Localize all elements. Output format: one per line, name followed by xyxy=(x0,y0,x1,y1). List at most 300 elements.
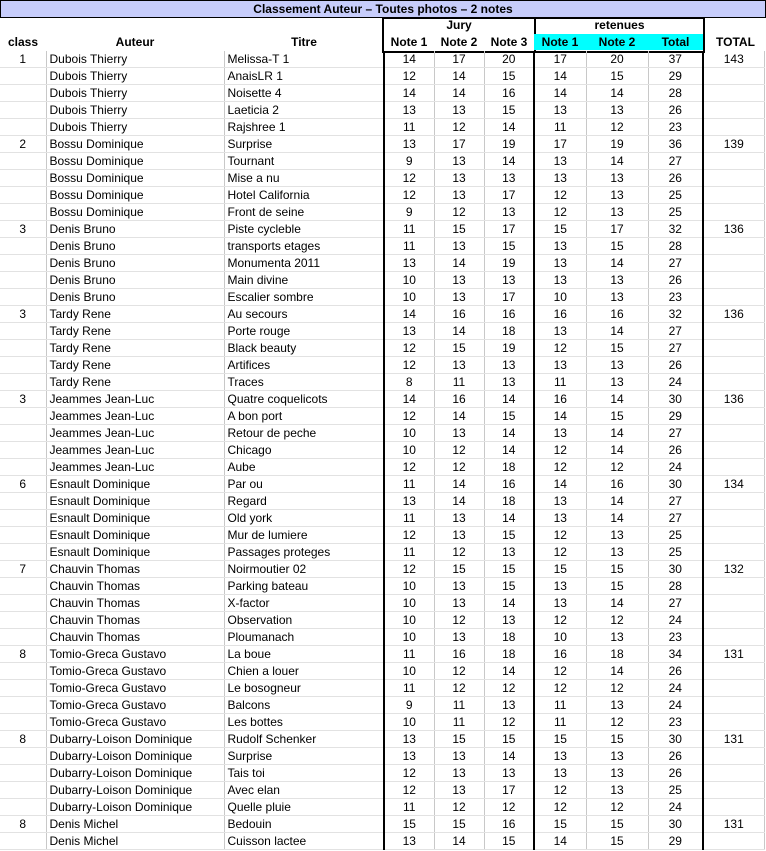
titre-cell: Hotel California xyxy=(224,187,384,204)
auteur-cell: Denis Bruno xyxy=(46,289,224,306)
table-row xyxy=(0,272,764,289)
class-cell: 6 xyxy=(0,476,46,493)
ret-note-2-cell: 13 xyxy=(586,102,648,119)
ret-note-2-cell: 13 xyxy=(586,289,648,306)
titre-cell: Retour de peche xyxy=(224,425,384,442)
ret-total-cell: 24 xyxy=(648,374,703,391)
ret-note-2-cell: 12 xyxy=(586,680,648,697)
titre-cell: Rudolf Schenker xyxy=(224,731,384,748)
auteur-cell: Denis Bruno xyxy=(46,272,224,289)
class-cell xyxy=(0,119,46,136)
jury-note-1-cell: 11 xyxy=(384,680,434,697)
ret-total-cell: 30 xyxy=(648,391,703,408)
ranking-table xyxy=(0,51,765,850)
jury-note-3-cell: 20 xyxy=(484,51,534,68)
jury-note-2-cell: 14 xyxy=(434,323,484,340)
ret-total-cell: 23 xyxy=(648,119,703,136)
table-row xyxy=(0,221,764,238)
class-cell xyxy=(0,323,46,340)
jury-note-1-cell: 10 xyxy=(384,595,434,612)
ret-note-1-cell: 16 xyxy=(534,391,586,408)
table-row xyxy=(0,153,764,170)
table-row xyxy=(0,629,764,646)
ret-note-1-cell: 12 xyxy=(534,340,586,357)
jury-note-1-cell: 10 xyxy=(384,289,434,306)
jury-note-1-cell: 14 xyxy=(384,391,434,408)
jury-note-1-cell: 13 xyxy=(384,102,434,119)
ret-note-2-cell: 13 xyxy=(586,272,648,289)
jury-note-2-cell: 12 xyxy=(434,544,484,561)
jury-note-3-cell: 15 xyxy=(484,731,534,748)
ret-total-cell: 27 xyxy=(648,425,703,442)
ret-note-1-cell: 16 xyxy=(534,646,586,663)
auteur-cell: Dubarry-Loison Dominique xyxy=(46,765,224,782)
jury-note-3-cell: 13 xyxy=(484,697,534,714)
jury-note-1-cell: 12 xyxy=(384,408,434,425)
ret-note-1-cell: 15 xyxy=(534,731,586,748)
total-cell: 143 xyxy=(703,51,764,68)
ret-total-cell: 30 xyxy=(648,731,703,748)
ret-note-1-cell: 12 xyxy=(534,544,586,561)
total-cell xyxy=(703,765,764,782)
titre-cell: Par ou xyxy=(224,476,384,493)
jury-note-2-cell: 14 xyxy=(434,68,484,85)
total-cell: 139 xyxy=(703,136,764,153)
ret-total-cell: 29 xyxy=(648,408,703,425)
class-cell: 1 xyxy=(0,51,46,68)
titre-cell: transports etages xyxy=(224,238,384,255)
total-cell xyxy=(703,510,764,527)
table-row xyxy=(0,459,764,476)
total-cell: 132 xyxy=(703,561,764,578)
class-cell xyxy=(0,255,46,272)
jury-note-1-cell: 12 xyxy=(384,765,434,782)
total-cell xyxy=(703,170,764,187)
jury-note-1-cell: 10 xyxy=(384,272,434,289)
ret-note-2-cell: 14 xyxy=(586,425,648,442)
jury-note-2-cell: 13 xyxy=(434,595,484,612)
titre-cell: Rajshree 1 xyxy=(224,119,384,136)
class-cell xyxy=(0,697,46,714)
total-cell xyxy=(703,204,764,221)
auteur-cell: Tardy Rene xyxy=(46,374,224,391)
auteur-cell: Jeammes Jean-Luc xyxy=(46,425,224,442)
header-titre: Titre xyxy=(291,35,317,49)
ret-note-2-cell: 13 xyxy=(586,629,648,646)
jury-note-1-cell: 11 xyxy=(384,510,434,527)
auteur-cell: Dubois Thierry xyxy=(46,119,224,136)
jury-note-3-cell: 18 xyxy=(484,646,534,663)
jury-note-3-cell: 18 xyxy=(484,493,534,510)
ret-note-1-cell: 10 xyxy=(534,629,586,646)
ret-total-cell: 24 xyxy=(648,612,703,629)
ret-total-cell: 32 xyxy=(648,221,703,238)
ret-note-1-cell: 13 xyxy=(534,765,586,782)
auteur-cell: Chauvin Thomas xyxy=(46,629,224,646)
class-cell: 8 xyxy=(0,646,46,663)
auteur-cell: Jeammes Jean-Luc xyxy=(46,408,224,425)
jury-note-3-cell: 18 xyxy=(484,459,534,476)
total-cell xyxy=(703,442,764,459)
ret-note-1-cell: 14 xyxy=(534,68,586,85)
class-cell xyxy=(0,425,46,442)
ret-total-cell: 26 xyxy=(648,442,703,459)
jury-note-2-cell: 14 xyxy=(434,85,484,102)
ret-note-1-cell: 13 xyxy=(534,170,586,187)
titre-cell: Au secours xyxy=(224,306,384,323)
table-row xyxy=(0,374,764,391)
total-cell xyxy=(703,459,764,476)
class-cell xyxy=(0,204,46,221)
class-cell xyxy=(0,187,46,204)
header-jury-note-3: Note 3 xyxy=(490,35,528,49)
table-row xyxy=(0,680,764,697)
class-cell xyxy=(0,408,46,425)
table-row xyxy=(0,51,764,68)
ret-note-1-cell: 12 xyxy=(534,204,586,221)
titre-cell: Passages proteges xyxy=(224,544,384,561)
class-cell xyxy=(0,357,46,374)
ret-note-2-cell: 15 xyxy=(586,578,648,595)
header-jury-note-1: Note 1 xyxy=(390,35,428,49)
class-cell: 2 xyxy=(0,136,46,153)
jury-note-1-cell: 10 xyxy=(384,442,434,459)
ret-total-cell: 30 xyxy=(648,816,703,833)
jury-note-3-cell: 13 xyxy=(484,374,534,391)
auteur-cell: Dubois Thierry xyxy=(46,85,224,102)
total-cell xyxy=(703,323,764,340)
ret-note-2-cell: 14 xyxy=(586,493,648,510)
total-cell xyxy=(703,289,764,306)
titre-cell: Quatre coquelicots xyxy=(224,391,384,408)
ret-total-cell: 24 xyxy=(648,680,703,697)
auteur-cell: Bossu Dominique xyxy=(46,170,224,187)
ret-note-2-cell: 13 xyxy=(586,544,648,561)
class-cell xyxy=(0,102,46,119)
ret-note-2-cell: 15 xyxy=(586,731,648,748)
ret-note-1-cell: 10 xyxy=(534,289,586,306)
jury-note-2-cell: 14 xyxy=(434,833,484,850)
titre-cell: Chicago xyxy=(224,442,384,459)
auteur-cell: Tomio-Greca Gustavo xyxy=(46,663,224,680)
ret-note-1-cell: 17 xyxy=(534,136,586,153)
jury-note-2-cell: 12 xyxy=(434,799,484,816)
jury-note-3-cell: 16 xyxy=(484,476,534,493)
header-ret-total: Total xyxy=(648,34,703,50)
titre-cell: Front de seine xyxy=(224,204,384,221)
jury-note-2-cell: 15 xyxy=(434,340,484,357)
jury-note-3-cell: 13 xyxy=(484,544,534,561)
jury-note-3-cell: 13 xyxy=(484,357,534,374)
auteur-cell: Denis Michel xyxy=(46,816,224,833)
titre-cell: Surprise xyxy=(224,748,384,765)
table-row xyxy=(0,816,764,833)
auteur-cell: Esnault Dominique xyxy=(46,476,224,493)
table-row xyxy=(0,578,764,595)
table-row xyxy=(0,323,764,340)
jury-note-2-cell: 16 xyxy=(434,391,484,408)
jury-note-3-cell: 12 xyxy=(484,680,534,697)
ret-total-cell: 24 xyxy=(648,459,703,476)
ret-total-cell: 23 xyxy=(648,629,703,646)
ret-total-cell: 27 xyxy=(648,493,703,510)
jury-note-2-cell: 13 xyxy=(434,289,484,306)
table-row xyxy=(0,527,764,544)
class-cell xyxy=(0,68,46,85)
jury-note-2-cell: 11 xyxy=(434,697,484,714)
jury-note-2-cell: 14 xyxy=(434,408,484,425)
total-cell: 136 xyxy=(703,306,764,323)
jury-note-3-cell: 15 xyxy=(484,561,534,578)
auteur-cell: Chauvin Thomas xyxy=(46,612,224,629)
jury-note-1-cell: 11 xyxy=(384,238,434,255)
jury-note-2-cell: 13 xyxy=(434,425,484,442)
total-cell xyxy=(703,374,764,391)
table-row xyxy=(0,799,764,816)
ret-note-1-cell: 14 xyxy=(534,833,586,850)
ret-note-2-cell: 15 xyxy=(586,816,648,833)
jury-note-3-cell: 16 xyxy=(484,85,534,102)
jury-note-1-cell: 12 xyxy=(384,187,434,204)
jury-note-2-cell: 17 xyxy=(434,51,484,68)
jury-note-2-cell: 13 xyxy=(434,357,484,374)
class-cell: 3 xyxy=(0,306,46,323)
ret-note-1-cell: 14 xyxy=(534,408,586,425)
ret-note-1-cell: 15 xyxy=(534,816,586,833)
jury-note-2-cell: 13 xyxy=(434,748,484,765)
table-row xyxy=(0,357,764,374)
jury-note-1-cell: 14 xyxy=(384,51,434,68)
ret-total-cell: 29 xyxy=(648,833,703,850)
jury-note-1-cell: 15 xyxy=(384,816,434,833)
ret-total-cell: 32 xyxy=(648,306,703,323)
ret-note-2-cell: 17 xyxy=(586,221,648,238)
ret-note-1-cell: 12 xyxy=(534,459,586,476)
class-cell xyxy=(0,493,46,510)
jury-note-3-cell: 12 xyxy=(484,714,534,731)
total-cell xyxy=(703,102,764,119)
ret-note-2-cell: 15 xyxy=(586,408,648,425)
ret-note-2-cell: 14 xyxy=(586,510,648,527)
titre-cell: Mise a nu xyxy=(224,170,384,187)
jury-note-3-cell: 14 xyxy=(484,748,534,765)
class-cell xyxy=(0,170,46,187)
jury-note-3-cell: 14 xyxy=(484,510,534,527)
total-cell xyxy=(703,68,764,85)
titre-cell: Traces xyxy=(224,374,384,391)
ret-note-1-cell: 12 xyxy=(534,782,586,799)
class-cell xyxy=(0,578,46,595)
auteur-cell: Denis Bruno xyxy=(46,221,224,238)
jury-note-1-cell: 12 xyxy=(384,782,434,799)
titre-cell: Balcons xyxy=(224,697,384,714)
jury-note-2-cell: 13 xyxy=(434,782,484,799)
auteur-cell: Tomio-Greca Gustavo xyxy=(46,714,224,731)
jury-note-1-cell: 13 xyxy=(384,748,434,765)
jury-note-2-cell: 13 xyxy=(434,510,484,527)
jury-note-2-cell: 14 xyxy=(434,255,484,272)
ret-note-2-cell: 12 xyxy=(586,799,648,816)
jury-note-3-cell: 19 xyxy=(484,255,534,272)
auteur-cell: Tomio-Greca Gustavo xyxy=(46,646,224,663)
class-cell xyxy=(0,374,46,391)
total-cell: 136 xyxy=(703,391,764,408)
ret-note-1-cell: 13 xyxy=(534,595,586,612)
auteur-cell: Dubarry-Loison Dominique xyxy=(46,782,224,799)
jury-note-2-cell: 12 xyxy=(434,680,484,697)
jury-note-2-cell: 13 xyxy=(434,238,484,255)
jury-note-3-cell: 13 xyxy=(484,612,534,629)
class-cell xyxy=(0,612,46,629)
jury-note-1-cell: 11 xyxy=(384,221,434,238)
total-cell xyxy=(703,255,764,272)
jury-note-2-cell: 13 xyxy=(434,629,484,646)
auteur-cell: Tomio-Greca Gustavo xyxy=(46,680,224,697)
class-cell xyxy=(0,765,46,782)
header-ret-note-2: Note 2 xyxy=(586,34,648,50)
jury-note-2-cell: 15 xyxy=(434,731,484,748)
jury-note-2-cell: 13 xyxy=(434,578,484,595)
class-cell xyxy=(0,663,46,680)
ret-note-2-cell: 15 xyxy=(586,238,648,255)
table-row xyxy=(0,714,764,731)
total-cell xyxy=(703,697,764,714)
titre-cell: Les bottes xyxy=(224,714,384,731)
titre-cell: Old york xyxy=(224,510,384,527)
total-cell xyxy=(703,527,764,544)
jury-note-1-cell: 12 xyxy=(384,459,434,476)
auteur-cell: Dubarry-Loison Dominique xyxy=(46,799,224,816)
ret-note-1-cell: 15 xyxy=(534,561,586,578)
auteur-cell: Denis Bruno xyxy=(46,238,224,255)
jury-note-1-cell: 12 xyxy=(384,357,434,374)
ret-total-cell: 27 xyxy=(648,340,703,357)
jury-note-2-cell: 12 xyxy=(434,204,484,221)
total-cell xyxy=(703,238,764,255)
titre-cell: Bedouin xyxy=(224,816,384,833)
table-row xyxy=(0,289,764,306)
class-cell: 3 xyxy=(0,391,46,408)
table-row xyxy=(0,85,764,102)
jury-note-1-cell: 13 xyxy=(384,731,434,748)
auteur-cell: Esnault Dominique xyxy=(46,544,224,561)
table-row xyxy=(0,187,764,204)
jury-note-3-cell: 14 xyxy=(484,442,534,459)
ret-total-cell: 26 xyxy=(648,272,703,289)
jury-note-2-cell: 12 xyxy=(434,612,484,629)
ret-note-1-cell: 13 xyxy=(534,323,586,340)
ret-note-1-cell: 11 xyxy=(534,119,586,136)
ret-note-2-cell: 13 xyxy=(586,697,648,714)
page-title: Classement Auteur – Toutes photos – 2 notes xyxy=(0,0,766,18)
ret-note-1-cell: 13 xyxy=(534,510,586,527)
auteur-cell: Dubarry-Loison Dominique xyxy=(46,731,224,748)
header-class: class xyxy=(7,35,39,49)
total-cell: 134 xyxy=(703,476,764,493)
class-cell xyxy=(0,833,46,850)
total-cell xyxy=(703,85,764,102)
ret-note-2-cell: 14 xyxy=(586,442,648,459)
jury-note-1-cell: 8 xyxy=(384,374,434,391)
jury-note-3-cell: 14 xyxy=(484,595,534,612)
table-row xyxy=(0,544,764,561)
jury-note-2-cell: 13 xyxy=(434,765,484,782)
ret-note-2-cell: 18 xyxy=(586,646,648,663)
titre-cell: Regard xyxy=(224,493,384,510)
ret-note-1-cell: 12 xyxy=(534,680,586,697)
header-total: TOTAL xyxy=(716,35,755,49)
titre-cell: X-factor xyxy=(224,595,384,612)
jury-note-2-cell: 12 xyxy=(434,459,484,476)
ret-note-2-cell: 14 xyxy=(586,153,648,170)
ret-note-2-cell: 13 xyxy=(586,748,648,765)
table-row xyxy=(0,782,764,799)
jury-note-3-cell: 17 xyxy=(484,289,534,306)
auteur-cell: Bossu Dominique xyxy=(46,187,224,204)
jury-note-1-cell: 12 xyxy=(384,340,434,357)
table-row xyxy=(0,663,764,680)
table-row xyxy=(0,510,764,527)
titre-cell: Black beauty xyxy=(224,340,384,357)
class-cell xyxy=(0,748,46,765)
table-row xyxy=(0,204,764,221)
jury-note-3-cell: 14 xyxy=(484,391,534,408)
auteur-cell: Bossu Dominique xyxy=(46,204,224,221)
ret-note-2-cell: 15 xyxy=(586,561,648,578)
jury-note-1-cell: 9 xyxy=(384,153,434,170)
titre-cell: Aube xyxy=(224,459,384,476)
jury-note-1-cell: 12 xyxy=(384,527,434,544)
jury-note-1-cell: 11 xyxy=(384,476,434,493)
ret-total-cell: 28 xyxy=(648,85,703,102)
total-cell xyxy=(703,493,764,510)
jury-note-3-cell: 14 xyxy=(484,425,534,442)
ret-note-1-cell: 13 xyxy=(534,238,586,255)
class-cell: 8 xyxy=(0,816,46,833)
jury-note-2-cell: 13 xyxy=(434,170,484,187)
ret-note-2-cell: 16 xyxy=(586,476,648,493)
ret-note-2-cell: 16 xyxy=(586,306,648,323)
class-cell xyxy=(0,782,46,799)
titre-cell: Parking bateau xyxy=(224,578,384,595)
class-cell xyxy=(0,238,46,255)
jury-note-2-cell: 13 xyxy=(434,272,484,289)
titre-cell: Surprise xyxy=(224,136,384,153)
ret-total-cell: 26 xyxy=(648,765,703,782)
jury-note-1-cell: 13 xyxy=(384,255,434,272)
jury-note-2-cell: 16 xyxy=(434,306,484,323)
table-row xyxy=(0,442,764,459)
total-cell xyxy=(703,748,764,765)
titre-cell: Monumenta 2011 xyxy=(224,255,384,272)
jury-note-3-cell: 12 xyxy=(484,799,534,816)
ret-note-2-cell: 13 xyxy=(586,782,648,799)
jury-note-1-cell: 13 xyxy=(384,136,434,153)
ret-note-2-cell: 20 xyxy=(586,51,648,68)
auteur-cell: Esnault Dominique xyxy=(46,493,224,510)
table-row xyxy=(0,136,764,153)
class-cell: 7 xyxy=(0,561,46,578)
auteur-cell: Tomio-Greca Gustavo xyxy=(46,697,224,714)
jury-note-1-cell: 11 xyxy=(384,119,434,136)
ret-total-cell: 26 xyxy=(648,170,703,187)
ret-total-cell: 27 xyxy=(648,153,703,170)
titre-cell: Escalier sombre xyxy=(224,289,384,306)
table-row xyxy=(0,595,764,612)
class-cell xyxy=(0,85,46,102)
jury-note-3-cell: 13 xyxy=(484,204,534,221)
jury-note-3-cell: 17 xyxy=(484,187,534,204)
